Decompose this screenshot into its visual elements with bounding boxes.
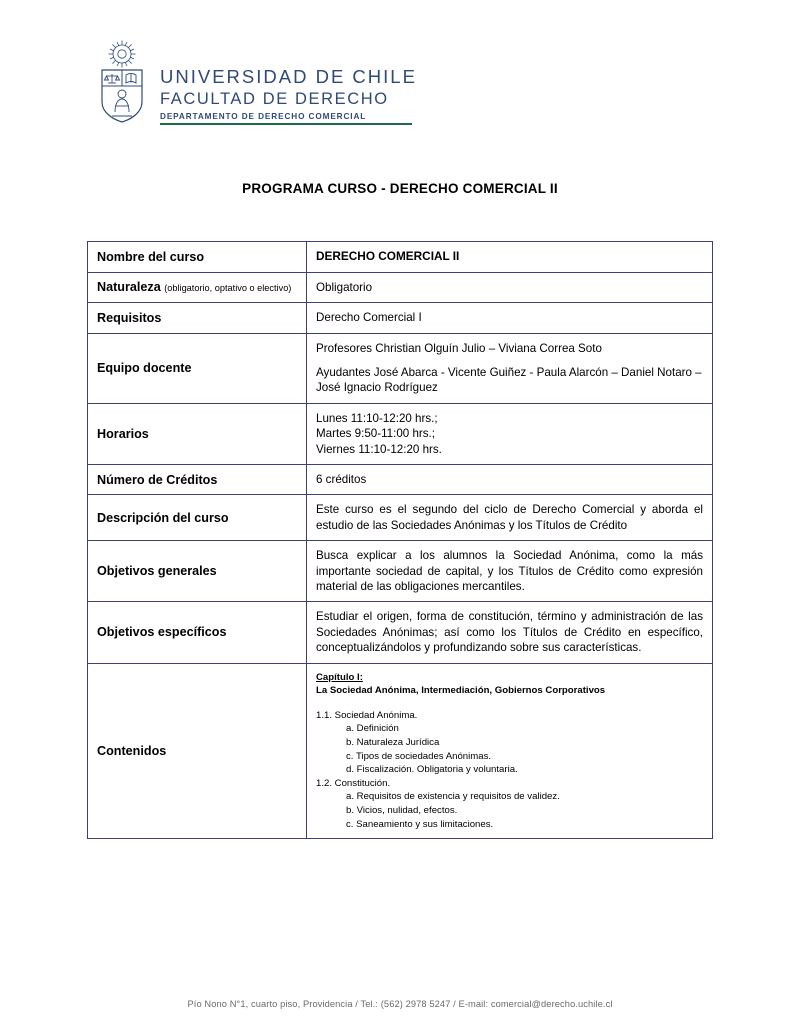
value-line: Busca explicar a los alumnos la Sociedad Anónima, como la más importante sociedad de capital, y los Títulos de Crédito como expresión material de las obligaciones mercantiles. [316,549,703,593]
row-label-text: Requisitos [97,310,162,325]
row-label-text: Horarios [97,426,149,441]
table-row [88,541,713,602]
value-line: Este curso es el segundo del ciclo de Derecho Comercial y aborda el estudio de las Sociedades Anónimas y los Títulos de Crédito [316,503,703,532]
row-label [88,403,307,464]
table-row-contents [88,663,713,839]
contents-item: c. Tipos de sociedades Anónimas. [346,750,492,762]
program-table [87,241,713,839]
table-row [88,464,713,494]
table-row [88,495,713,541]
row-value [307,272,713,302]
row-value [307,602,713,663]
table-row [88,303,713,333]
value-line: Ayudantes José Abarca - Vicente Guiñez - Paula Alarcón – Daniel Notaro – José Ignacio Rodríguez [316,365,702,395]
row-label [88,541,307,602]
row-value [307,495,713,541]
row-value [307,242,713,273]
row-value [307,464,713,494]
page-footer: Pío Nono N°1, cuarto piso, Providencia / Tel.: (562) 2978 5247 / E-mail: comercial@derecho.uchile.cl [187,999,613,1009]
value-line: DERECHO COMERCIAL II [316,249,460,263]
contents-item: a. Definición [346,723,399,735]
row-label [88,602,307,663]
chapter-title: Capítulo I: [316,671,363,683]
table-row [88,602,713,663]
contents-item: b. Vicios, nulidad, efectos. [346,805,458,817]
row-value [307,541,713,602]
value-line: Derecho Comercial I [316,311,422,325]
row-label-text: Número de Créditos [97,472,218,487]
value-line: Lunes 11:10-12:20 hrs.; [316,411,438,425]
institution-identity [160,40,417,125]
header-divider [160,123,412,125]
row-label [88,272,307,302]
page-title: PROGRAMA CURSO - DERECHO COMERCIAL II [242,181,558,196]
row-label-text: Descripción del curso [97,510,229,525]
letterhead [94,40,720,125]
row-label-text: Objetivos generales [97,564,217,579]
row-label [88,333,307,403]
contents-value [307,663,713,839]
row-label [88,663,307,839]
value-line: Estudiar el origen, forma de constitución, término y administración de las Sociedades Anónimas; así como los Títulos de Crédito en específico, conceptualizándolos y profundizando sobre sus características. [316,610,703,655]
value-line: Martes 9:50-11:00 hrs.; [316,427,435,441]
row-label-sub: (obligatorio, optativo o electivo) [164,283,292,294]
row-label [88,242,307,273]
row-label-text: Nombre del curso [97,249,205,264]
row-label-text: Contenidos [97,743,167,758]
row-label [88,495,307,541]
row-value [307,333,713,403]
row-label-text: Naturaleza [97,280,161,295]
contents-item: a. Requisitos de existencia y requisitos de validez. [346,791,560,803]
chapter-subtitle: La Sociedad Anónima, Intermediación, Gobiernos Corporativos [316,685,606,697]
contents-item: 1.2. Constitución. [316,777,391,789]
row-label [88,464,307,494]
faculty-name: FACULTAD DE DERECHO [160,90,389,108]
contents-item: c. Saneamiento y sus limitaciones. [346,818,494,830]
row-label-text: Equipo docente [97,361,192,376]
contents-item: 1.1. Sociedad Anónima. [316,709,418,721]
table-row [88,403,713,464]
value-line: 6 créditos [316,472,367,486]
contents-item: d. Fiscalización. Obligatoria y voluntaria. [346,764,518,776]
table-row [88,272,713,302]
row-label [88,303,307,333]
row-value [307,403,713,464]
row-label-text: Objetivos específicos [97,625,227,640]
table-row [88,333,713,403]
value-line: Profesores Christian Olguín Julio – Viviana Correa Soto [316,341,602,355]
value-line: Viernes 11:10-12:20 hrs. [316,442,442,456]
university-name: UNIVERSIDAD DE CHILE [160,66,417,87]
department-name: DEPARTAMENTO DE DERECHO COMERCIAL [160,112,367,121]
university-crest-icon [94,40,150,124]
row-value [307,303,713,333]
value-line: Obligatorio [316,280,373,294]
contents-item: b. Naturaleza Jurídica [346,737,440,749]
table-row [88,242,713,273]
